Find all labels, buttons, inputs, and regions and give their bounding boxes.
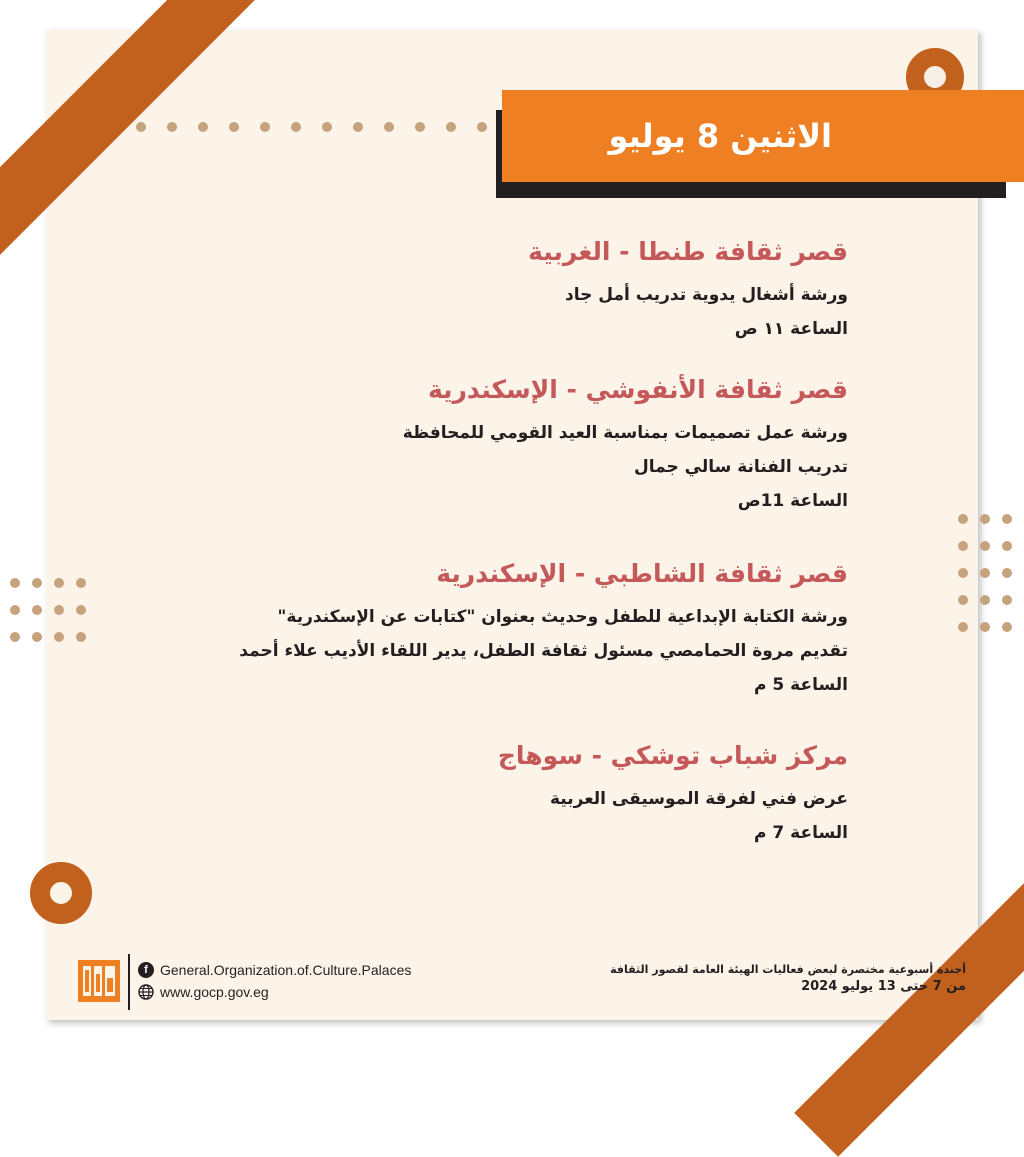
event-line: ورشة الكتابة الإبداعية للطفل وحديث بعنوان "كتابات عن الإسكندرية" (277, 607, 848, 627)
agenda-caption (610, 962, 966, 996)
page-title: الاثنين 8 يوليو (608, 117, 832, 155)
venue-title: قصر ثقافة الشاطبي - الإسكندرية (436, 559, 848, 588)
facebook-handle: General.Organization.of.Culture.Palaces (160, 962, 412, 978)
events-list (168, 232, 848, 874)
agenda-title: أجندة أسبوعية مختصرة لبعض فعاليات الهيئة العامة لقصور الثقافة (610, 963, 966, 976)
gocp-logo (78, 960, 120, 1002)
facebook-link[interactable] (138, 962, 411, 978)
event-section (168, 554, 848, 702)
event-line: تقديم مروة الحمامصي مسئول ثقافة الطفل، يدير اللقاء الأديب علاء أحمد (239, 641, 848, 661)
event-time: الساعة 11ص (737, 491, 848, 511)
event-line: عرض فني لفرقة الموسيقى العربية (549, 789, 848, 809)
facebook-icon: f (138, 962, 154, 978)
decorative-ring-bottom (30, 862, 92, 924)
website-link[interactable] (138, 984, 269, 1000)
footer-divider (128, 954, 130, 1010)
globe-icon (138, 984, 154, 1000)
venue-title: قصر ثقافة طنطا - الغربية (528, 237, 848, 266)
event-section (168, 232, 848, 346)
venue-title: مركز شباب توشكي - سوهاج (497, 741, 848, 770)
event-line: ورشة أشغال يدوية تدريب أمل جاد (565, 285, 848, 305)
website-url: www.gocp.gov.eg (160, 984, 269, 1000)
event-time: الساعة 7 م (754, 823, 848, 843)
event-section (168, 370, 848, 518)
event-time: الساعة 5 م (754, 675, 848, 695)
event-section (168, 736, 848, 850)
decorative-dot-grid-right (958, 514, 1024, 632)
venue-title: قصر ثقافة الأنفوشي - الإسكندرية (427, 375, 848, 404)
event-line: تدريب الفنانة سالي جمال (633, 457, 848, 477)
event-time: الساعة ١١ ص (734, 319, 848, 339)
decorative-dot-grid-left (10, 578, 86, 642)
event-line: ورشة عمل تصميمات بمناسبة العيد القومي للمحافظة (402, 423, 848, 443)
agenda-dates: من 7 حتى 13 يوليو 2024 (801, 979, 966, 994)
